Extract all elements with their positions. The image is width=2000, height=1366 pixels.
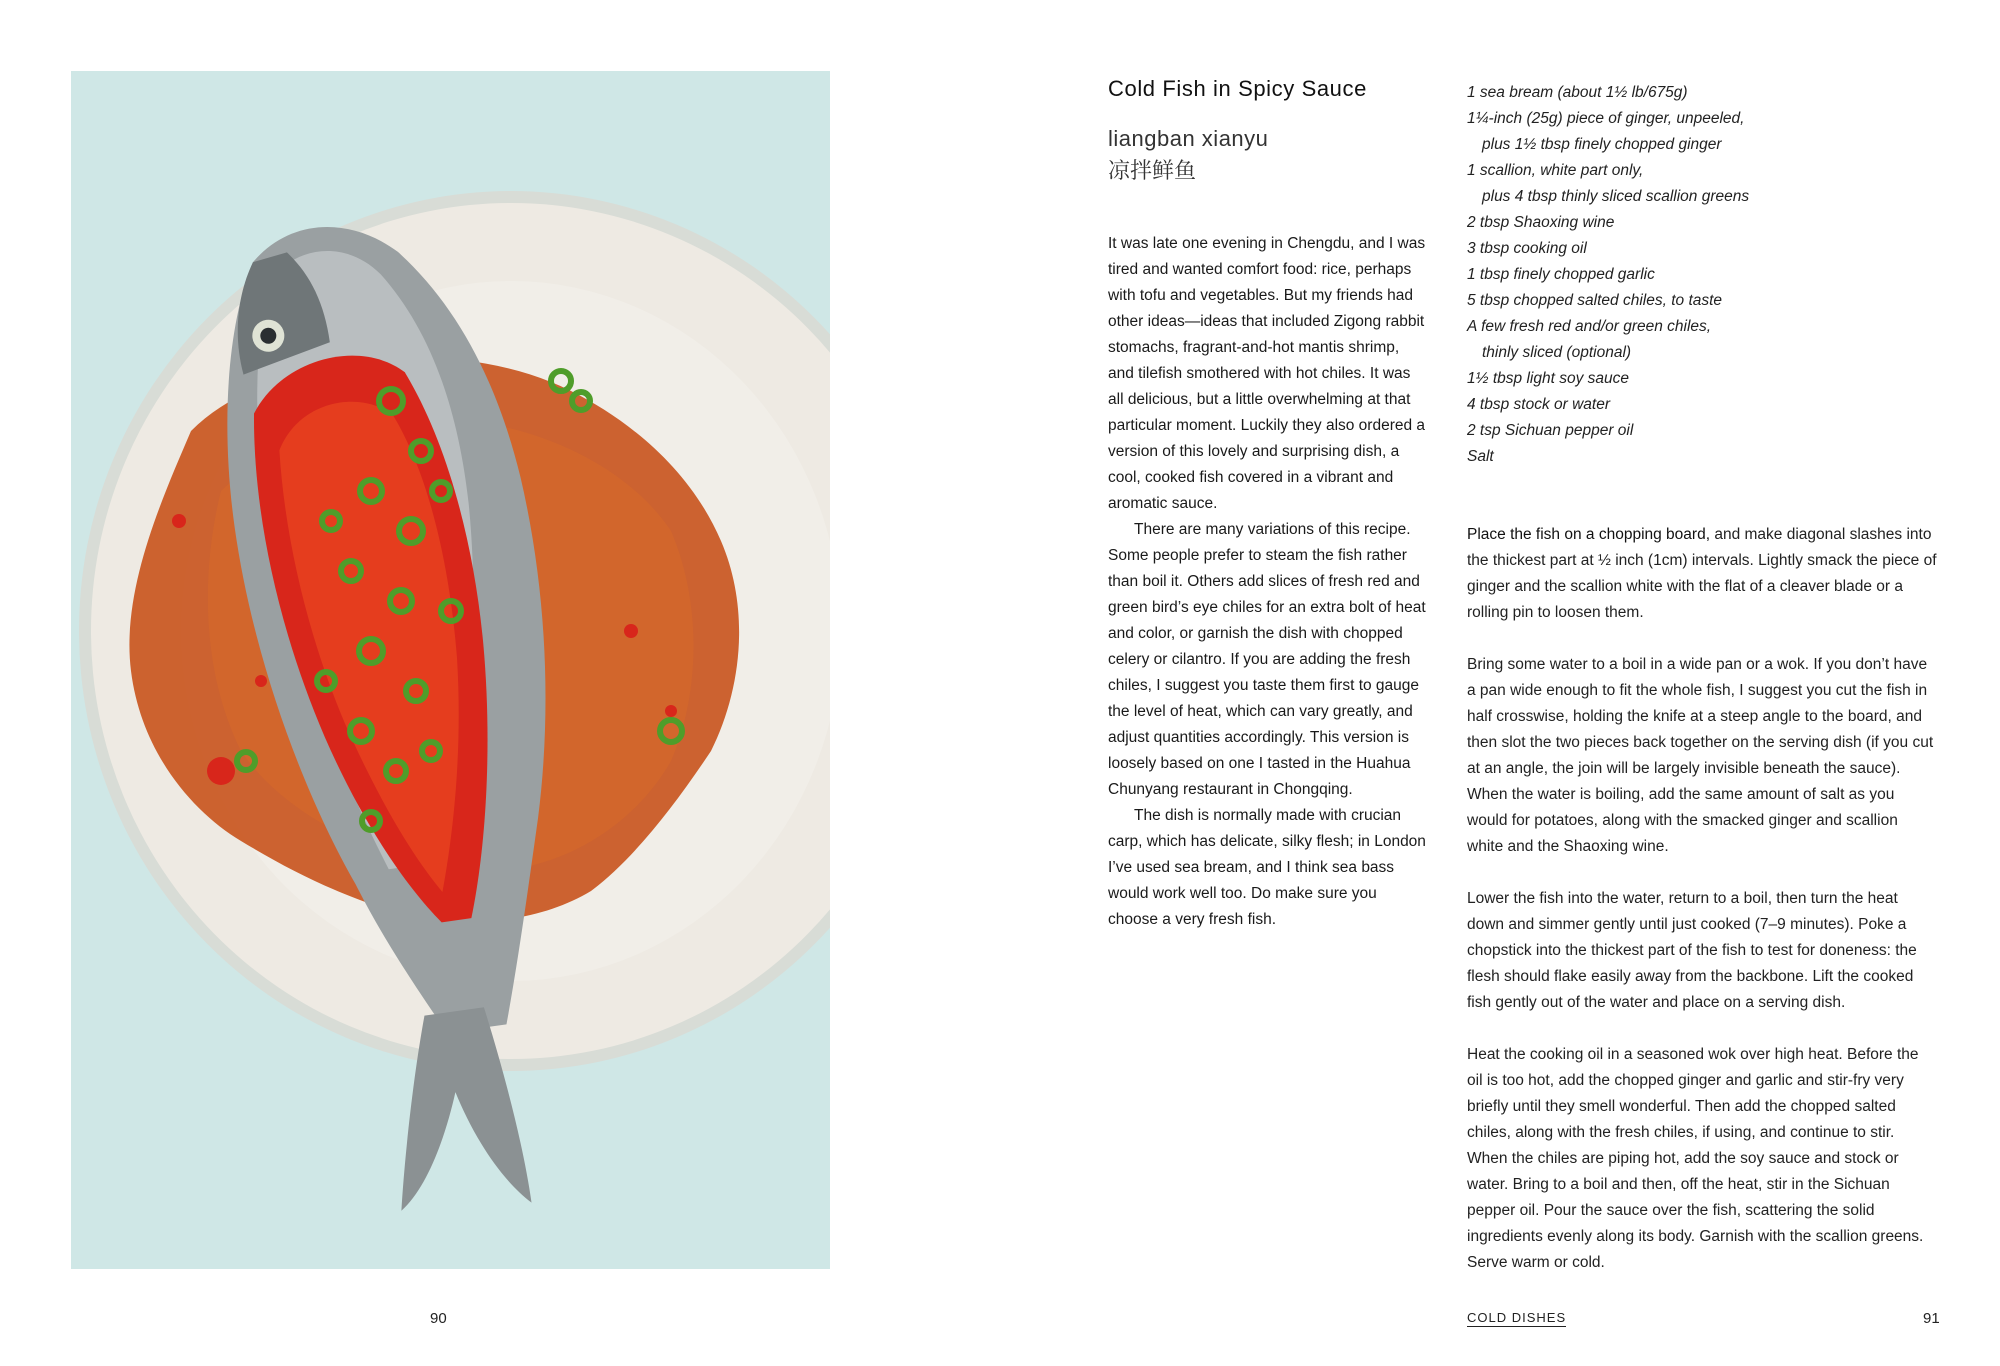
recipe-pinyin: liangban xianyu	[1108, 126, 1269, 151]
ingredient-item: 2 tsp Sichuan pepper oil	[1467, 422, 1634, 439]
ingredient-item: A few fresh red and/or green chiles,	[1467, 318, 1712, 335]
ingredient-item: 4 tbsp stock or water	[1467, 396, 1611, 413]
recipe-column	[1467, 80, 1937, 1302]
section-label: COLD DISHES	[1467, 1310, 1567, 1325]
method-step-4: Heat the cooking oil in a seasoned wok over high heat. Before the oil is too hot, add the chopped ginger and garlic and stir-fry very briefly until they smell wonderful. Then add the chopped salted chiles, along with the fresh chiles, if using, and continue to stir. When the chiles are piping hot, add the soy sauce and stock or water. Bring to a boil and then, off the heat, stir in the Sichuan pepper oil. Pour the sauce over the fish, scattering the solid ingredients evenly along its body. Garnish with the scallion greens. Serve warm or cold.	[1467, 1046, 1924, 1271]
intro-paragraph: The dish is normally made with crucian carp, which has delicate, silky flesh; in London I’ve used sea bream, and I think sea bass would work well too. Do make sure you choose a very fresh fish.	[1108, 807, 1426, 928]
ingredient-item: plus 1½ tbsp finely chopped ginger	[1482, 136, 1722, 153]
ingredient-item: 3 tbsp cooking oil	[1467, 240, 1587, 257]
ingredient-item: thinly sliced (optional)	[1482, 344, 1632, 361]
intro-paragraph: There are many variations of this recipe. Some people prefer to steam the fish rather than boil it. Others add slices of fresh red and green bird’s eye chiles for an extra bolt of heat and color, or garnish the dish with chopped celery or cilantro. If you are adding the fresh chiles, I suggest you taste them first to gauge the level of heat, which can vary greatly, and adjust quantities accordingly. This version is loosely based on one I tasted in the Huahua Chunyang restaurant in Chongqing.	[1108, 521, 1426, 798]
intro-column	[1108, 76, 1428, 933]
ingredient-item: plus 4 tbsp thinly sliced scallion greens	[1482, 188, 1750, 205]
method-steps	[1467, 522, 1937, 1276]
method-step-3: Lower the fish into the water, return to a boil, then turn the heat down and simmer gently until just cooked (7–9 minutes). Poke a chopstick into the thickest part of the fish to test for doneness: the flesh should flake easily away from the backbone. Lift the cooked fish gently out of the water and place on a serving dish.	[1467, 890, 1917, 1011]
ingredient-item: 1½ tbsp light soy sauce	[1467, 370, 1629, 387]
ingredient-item: Salt	[1467, 448, 1494, 465]
page-number-left: 90	[430, 1310, 447, 1327]
dish-photo	[71, 71, 830, 1269]
recipe-title: Cold Fish in Spicy Sauce	[1108, 76, 1367, 101]
ingredient-item: 1¼-inch (25g) piece of ginger, unpeeled,	[1467, 110, 1745, 127]
ingredient-item: 2 tbsp Shaoxing wine	[1467, 214, 1615, 231]
method-step-2: Bring some water to a boil in a wide pan or a wok. If you don’t have a pan wide enough to fit the whole fish, I suggest you cut the fish in half crosswise, holding the knife at a steep angle to the board, and then slot the two pieces back together on the serving dish (if you cut at an angle, the join will be largely invisible beneath the sauce). When the water is boiling, add the same amount of salt as you would for potatoes, along with the smacked ginger and scallion white and the Shaoxing wine.	[1467, 656, 1934, 855]
page-number-right: 91	[1923, 1310, 1940, 1327]
recipe-chinese-name: 凉拌鲜鱼	[1108, 158, 1197, 183]
method-step-text: and make diagonal slashes into the thickest part at ½ inch (1cm) intervals. Lightly smack the piece of ginger and the scallion white with the flat of a cleaver blade or a rolling pin to loosen them.	[1467, 526, 1937, 621]
ingredient-list	[1467, 80, 1937, 470]
method-step-lead: Place the fish on a chopping board,	[1467, 526, 1711, 543]
method-step-1	[1467, 522, 1937, 626]
ingredient-item: 5 tbsp chopped salted chiles, to taste	[1467, 292, 1723, 309]
recipe-intro	[1108, 231, 1428, 933]
ingredient-item: 1 sea bream (about 1½ lb/675g)	[1467, 84, 1688, 101]
ingredient-item: 1 tbsp finely chopped garlic	[1467, 266, 1655, 283]
intro-paragraph: It was late one evening in Chengdu, and I was tired and wanted comfort food: rice, perhaps with tofu and vegetables. But my friends had other ideas—ideas that included Zigong rabbit stomachs, fragrant-and-hot mantis shrimp, and tilefish smothered with hot chiles. It was all delicious, but a little overwhelming at that particular moment. Luckily they also ordered a version of this lovely and surprising dish, a cool, cooked fish covered in a vibrant and aromatic sauce.	[1108, 235, 1426, 512]
ingredient-item: 1 scallion, white part only,	[1467, 162, 1644, 179]
